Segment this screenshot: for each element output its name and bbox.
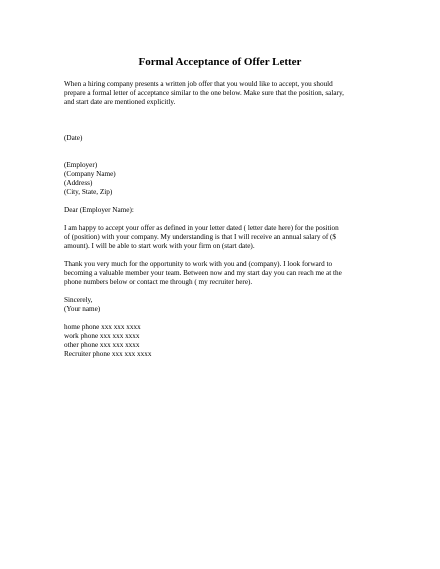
phone-list (64, 323, 384, 359)
acceptance-paragraph (64, 224, 384, 251)
intro-line: prepare a formal letter of acceptance similar to the one below. Make sure that the position, salary, (64, 89, 344, 97)
intro-paragraph (64, 80, 384, 107)
phone-line: Recruiter phone xxx xxx xxxx (64, 350, 152, 358)
signature-name: (Your name) (64, 305, 101, 313)
phone-line: other phone xxx xxx xxxx (64, 341, 140, 349)
closing: Sincerely, (64, 296, 93, 304)
paragraph-line: becoming a valuable member your team. Between now and my start day you can reach me at the (64, 269, 342, 277)
page-title: Formal Acceptance of Offer Letter (138, 56, 302, 68)
address-line: (Company Name) (64, 170, 116, 178)
address-line: (Address) (64, 179, 93, 187)
intro-line: When a hiring company presents a written job offer that you would like to accept, you should (64, 80, 333, 88)
phone-line: work phone xxx xxx xxxx (64, 332, 140, 340)
paragraph-line: phone numbers below or contact me through ( my recruiter here). (64, 278, 253, 286)
paragraph-line: Thank you very much for the opportunity to work with you and (company). I look forward to (64, 260, 333, 268)
letter-body (64, 80, 384, 359)
paragraph-line: amount). I will be able to start work with your firm on (start date). (64, 242, 255, 250)
intro-line: and start date are mentioned explicitly. (64, 98, 176, 106)
date-line: (Date) (64, 134, 83, 142)
thanks-paragraph (64, 260, 384, 287)
employer-address (64, 161, 384, 197)
paragraph-line: I am happy to accept your offer as defined in your letter dated ( letter date here) for the position (64, 224, 339, 232)
address-line: (City, State, Zip) (64, 188, 113, 196)
phone-line: home phone xxx xxx xxxx (64, 323, 141, 331)
salutation: Dear (Employer Name): (64, 206, 134, 214)
paragraph-line: of (position) with your company. My understanding is that I will receive an annual salary of ($ (64, 233, 336, 241)
address-line: (Employer) (64, 161, 98, 169)
